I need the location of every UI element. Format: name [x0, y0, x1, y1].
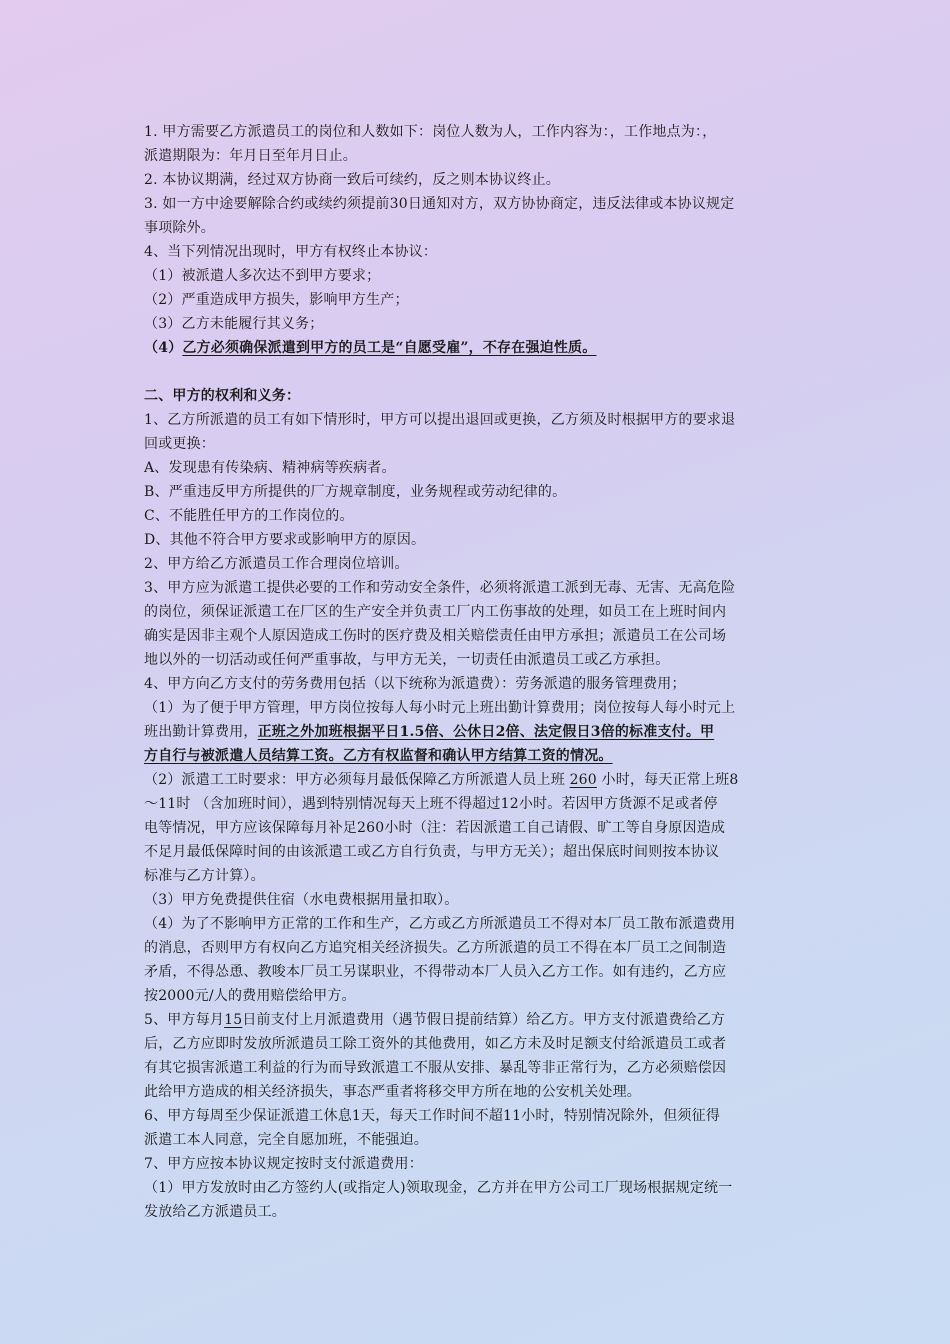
s2-clause-5-day: 15 [224, 1012, 243, 1028]
s2-clause-5-line-4: 此给甲方造成的相关经济损失，事态严重者将移交甲方所在地的公安机关处理。 [144, 1084, 641, 1100]
s2-clause-4-item-4-line-4: 按2000元/人的费用赔偿给甲方。 [144, 988, 356, 1004]
s2-clause-3-line-1: 3、甲方应为派遣工提供必要的工作和劳动安全条件，必须将派遣工派到无毒、无害、无高危险 [144, 580, 736, 596]
s2-clause-1-line-2: 回或更换： [144, 436, 215, 452]
section-spacer [144, 360, 808, 384]
s2-clause-4-item-2-line-4: 不足月最低保障时间的由该派遣工或乙方自行负责，与甲方无关）；超出保底时间则按本协议 [144, 844, 720, 860]
s2-clause-5-pre: 5、甲方每月 [144, 1012, 225, 1028]
clause-4-item-4-prefix: （4） [144, 340, 183, 356]
s2-clause-4-item-2-line-1 [144, 768, 808, 792]
s2-clause-3-line-4: 地以外的一切活动或任何严重事故，与甲方无关，一切责任由派遣员工或乙方承担。 [144, 652, 670, 668]
clause-1-line-2: 派遣期限为：年月日至年月日止。 [144, 148, 357, 164]
clause-1-line-1: 1. 甲方需要乙方派遣员工的岗位和人数如下：岗位人数为人，工作内容为：，工作地点为：， [144, 124, 717, 140]
s2-clause-4-item-2-line-2: ～11时 （含加班时间），遇到特别情况每天上班不得超过12小时。若因甲方货源不足或者停 [144, 796, 718, 812]
s2-item-a: A、发现患有传染病、精神病等疾病者。 [144, 460, 396, 476]
s2-clause-4-item-4-line-3: 矛盾，不得怂恿、教唆本厂员工另谋职业，不得带动本厂人员入乙方工作。如有违约，乙方应 [144, 964, 727, 980]
s2-clause-5-line-2: 后，乙方应即时发放所派遣员工除工资外的其他费用，如乙方未及时足额支付给派遣员工或者 [144, 1036, 727, 1052]
s2-clause-5-line-3: 有其它损害派遣工利益的行为而导致派遣工不服从安排、暴乱等非正常行为，乙方必须赔偿因 [144, 1060, 727, 1076]
s2-clause-4-item-1-line-2 [144, 720, 808, 744]
s2-clause-7-item-1-line-2: 发放给乙方派遣员工。 [144, 1204, 286, 1220]
s2-clause-4-item-2-line-5: 标准与乙方计算）。 [144, 868, 265, 884]
s2-clause-2: 2、甲方给乙方派遣员工作合理岗位培训。 [144, 556, 409, 572]
s2-clause-7: 7、甲方应按本协议规定按时支付派遣费用： [144, 1156, 423, 1172]
s2-clause-5-line-1 [144, 1008, 808, 1032]
s2-item-c: C、不能胜任甲方的工作岗位的。 [144, 508, 354, 524]
s2-clause-1-line-1: 1、乙方所派遣的员工有如下情形时，甲方可以提出退回或更换，乙方须及时根据甲方的要求退 [144, 412, 736, 428]
s2-clause-4-item-2-line-3: 电等情况，甲方应该保障每月补足260小时（注：若因派遣工自己请假、旷工等自身原因造成 [144, 820, 726, 836]
s2-clause-6-line-2: 派遣工本人同意，完全自愿加班，不能强迫。 [144, 1132, 428, 1148]
s2-clause-4-item-1-emphasis-2: 方自行与被派遣人员结算工资。乙方有权监督和确认甲方结算工资的情况。 [144, 748, 613, 764]
clause-4-item-2: （2）严重造成甲方损失，影响甲方生产； [144, 292, 409, 308]
s2-clause-4-item-1-plain: 班出勤计算费用， [144, 724, 258, 740]
s2-clause-4-item-4-line-1: （4）为了不影响甲方正常的工作和生产，乙方或乙方所派遣员工不得对本厂员工散布派遣费用 [144, 916, 736, 932]
s2-clause-4: 4、甲方向乙方支付的劳务费用包括（以下统称为派遣费）：劳务派遣的服务管理费用； [144, 676, 686, 692]
s2-clause-4-item-3: （3）甲方免费提供住宿（水电费根据用量扣取）。 [144, 892, 459, 908]
clause-4-item-4 [144, 336, 808, 360]
clause-4-item-3: （3）乙方未能履行其义务； [144, 316, 324, 332]
clause-4-item-4-emphasis: 乙方必须确保派遣到甲方的员工是“自愿受雇”，不存在强迫性质。 [182, 340, 597, 356]
clause-3-line-1: 3. 如一方中途要解除合约或续约须提前30日通知对方，双方协协商定，违反法律或本协议规定 [144, 196, 735, 212]
s2-clause-3-line-3: 确实是因非主观个人原因造成工伤时的医疗费及相关赔偿责任由甲方承担；派遣员工在公司场 [144, 628, 727, 644]
s2-clause-4-item-1-line-3 [144, 744, 808, 768]
s2-item-b: B、严重违反甲方所提供的厂方规章制度，业务规程或劳动纪律的。 [144, 484, 567, 500]
s2-clause-4-item-2-post: 小时，每天正常上班8 [596, 772, 739, 788]
s2-clause-4-item-1-emphasis-1: 正班之外加班根据平日1.5倍、公休日2倍、法定假日3倍的标准支付。甲 [257, 724, 715, 740]
clause-3-line-2: 事项除外。 [144, 220, 215, 236]
clause-2: 2. 本协议期满，经过双方协商一致后可续约，反之则本协议终止。 [144, 172, 561, 188]
clause-4: 4、当下列情况出现时，甲方有权终止本协议： [144, 244, 438, 260]
section-2-title: 二、甲方的权利和义务： [144, 388, 301, 404]
s2-clause-6-line-1: 6、甲方每周至少保证派遣工休息1天，每天工作时间不超11小时，特别情况除外，但须征得 [144, 1108, 721, 1124]
s2-clause-5-post: 日前支付上月派遣费用（遇节假日提前结算）给乙方。甲方支付派遣费给乙方 [242, 1012, 726, 1028]
document-body [144, 120, 808, 1224]
s2-clause-3-line-2: 的岗位，须保证派遣工在厂区的生产安全并负责工厂内工伤事故的处理，如员工在上班时间内 [144, 604, 727, 620]
s2-clause-7-item-1-line-1: （1）甲方发放时由乙方签约人(或指定人)领取现金，乙方并在甲方公司工厂现场根据规定统一 [144, 1180, 733, 1196]
s2-clause-4-item-1-line-1: （1）为了便于甲方管理，甲方岗位按每人每小时元上班出勤计算费用；岗位按每人每小时元上 [144, 700, 736, 716]
clause-4-item-1: （1）被派遣人多次达不到甲方要求； [144, 268, 381, 284]
s2-clause-4-item-4-line-2: 的消息，否则甲方有权向乙方追究相关经济损失。乙方所派遣的员工不得在本厂员工之间制造 [144, 940, 727, 956]
s2-clause-4-item-2-pre: （2）派遣工工时要求：甲方必须每月最低保障乙方所派遣人员上班 [144, 772, 570, 788]
s2-item-d: D、其他不符合甲方要求或影响甲方的原因。 [144, 532, 426, 548]
s2-clause-4-item-2-hours: 260 [569, 772, 597, 788]
